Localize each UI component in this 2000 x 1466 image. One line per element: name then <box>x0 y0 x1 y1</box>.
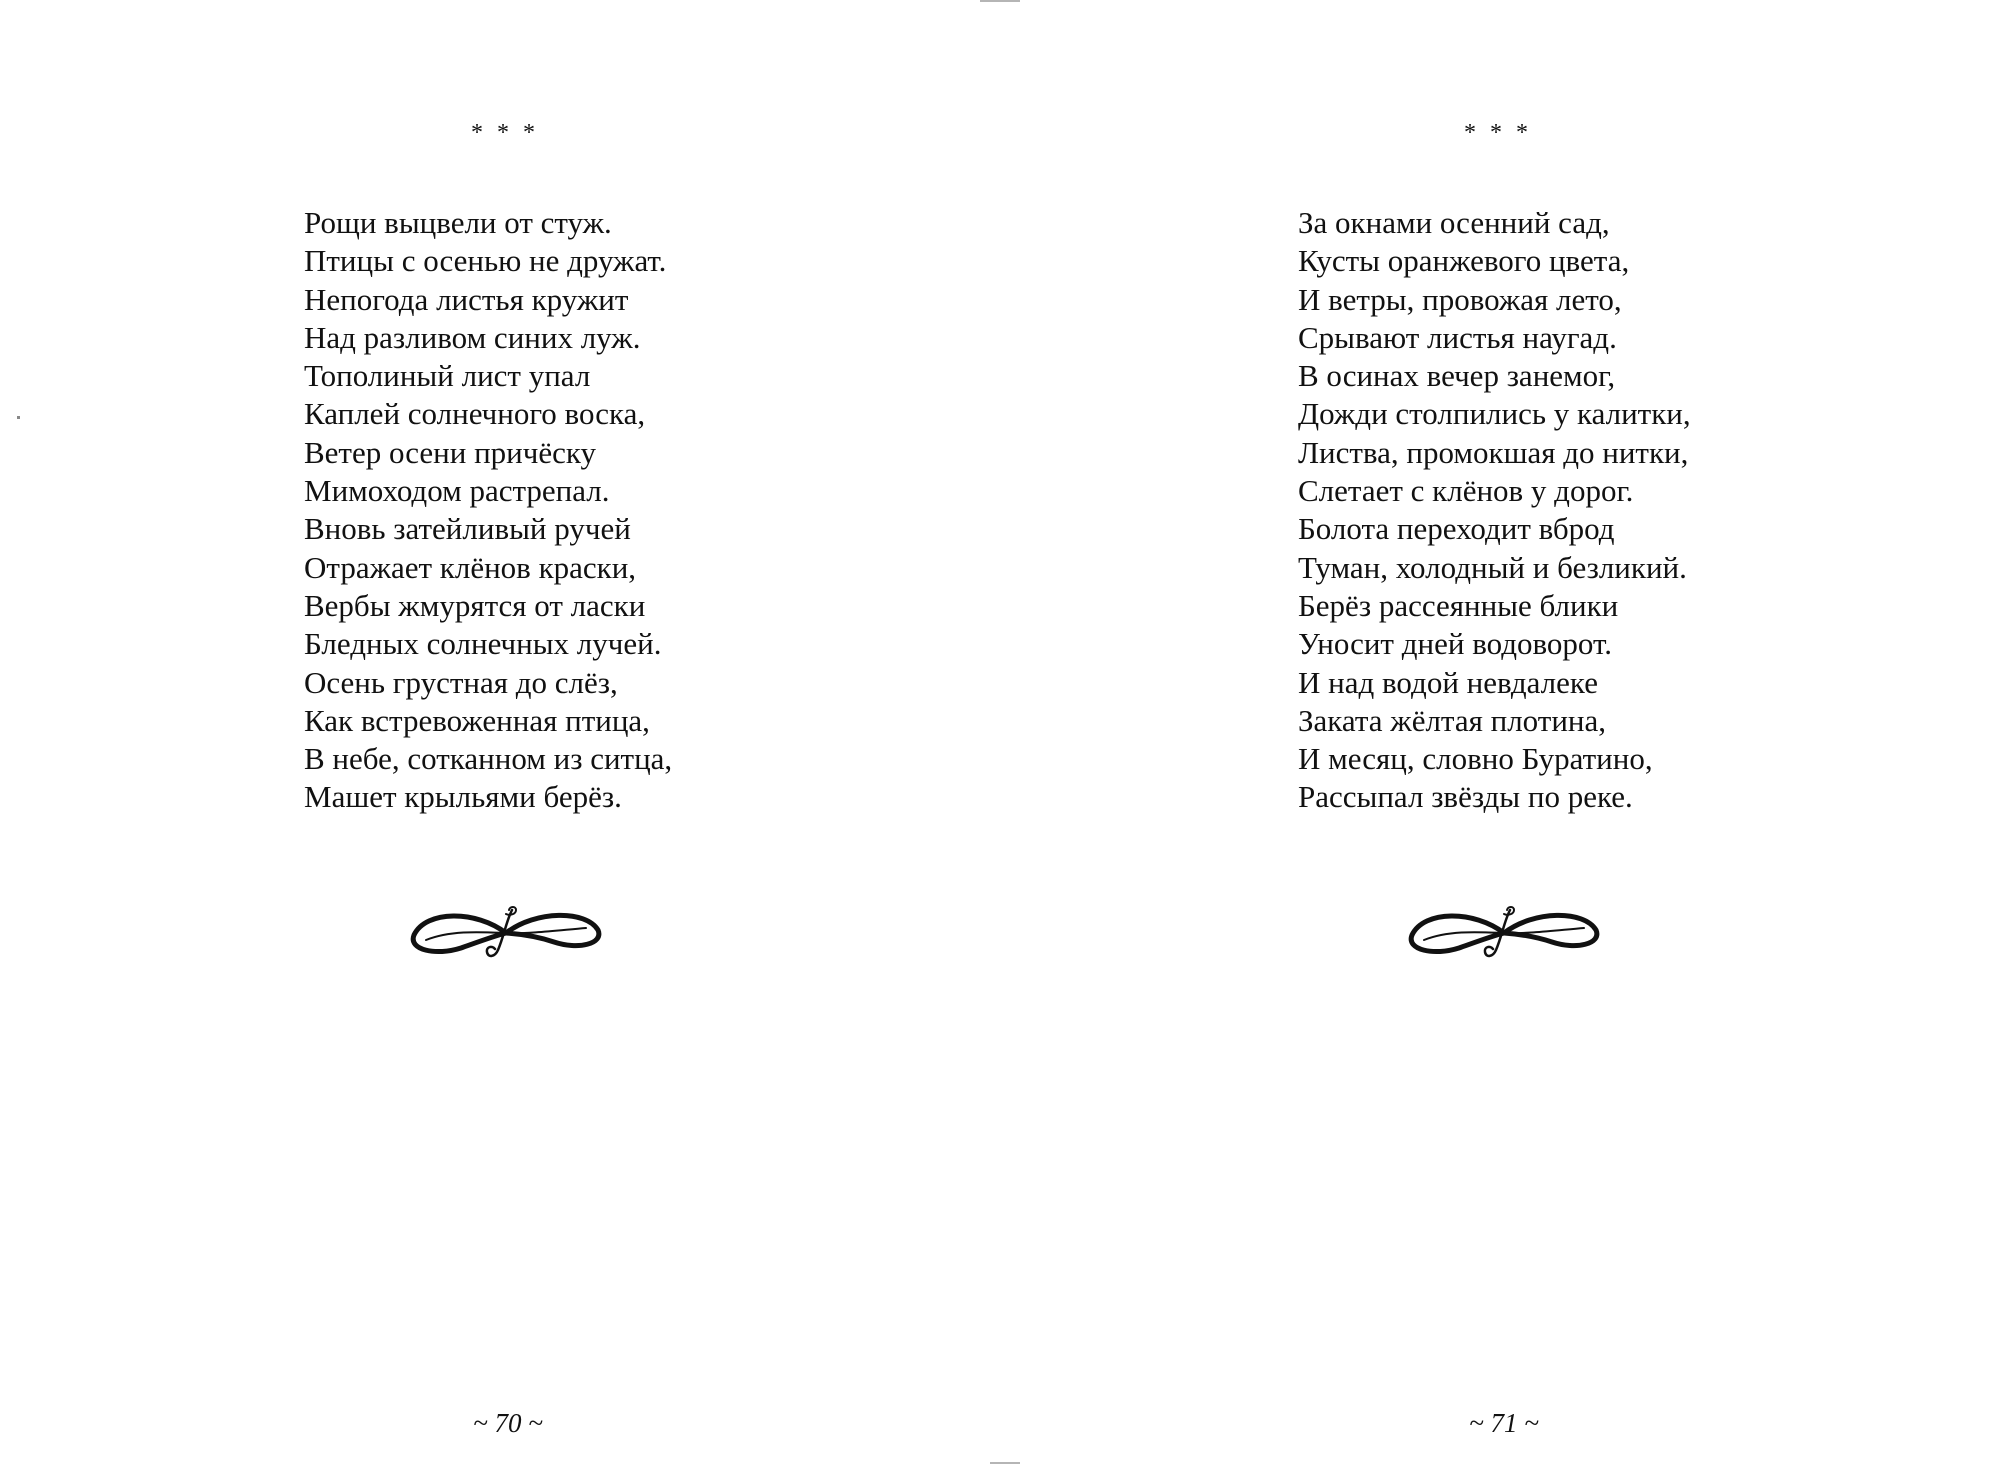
poem-line: И ветры, провожая лето, <box>1298 281 1622 317</box>
poem-separator: * * * <box>471 120 539 146</box>
poem-line: За окнами осенний сад, <box>1298 205 1610 240</box>
poem-line: Как встревоженная птица, <box>304 702 650 738</box>
page-number: ~ 71 ~ <box>1469 1408 1539 1438</box>
poem-line: В небе, сотканном из ситца, <box>304 741 673 777</box>
poem-line: Над разливом синих луж. <box>304 319 641 355</box>
poem-line: И над водой невдалеке <box>1298 664 1598 700</box>
poem-line: Вербы жмурятся от ласки <box>304 587 646 623</box>
poem-line: Тополиный лист упал <box>304 358 591 394</box>
poem-line: Бледных солнечных лучей. <box>304 626 662 662</box>
poem-text <box>304 204 672 817</box>
poem-text <box>1298 204 1691 817</box>
poem-line: Заката жёлтая плотина, <box>1298 702 1607 738</box>
flourish-ornament-icon <box>406 900 606 970</box>
poem-line: Рассыпал звёзды по реке. <box>1298 779 1633 815</box>
flourish-ornament-icon <box>1404 900 1604 970</box>
poem-line: Слетает с клёнов у дорог. <box>1298 473 1634 509</box>
poem-line: Ветер осени причёску <box>304 434 597 470</box>
poem-line: И месяц, словно Буратино, <box>1298 741 1653 777</box>
poem-line: Берёз рассеянные блики <box>1298 587 1619 623</box>
poem-line: В осинах вечер занемог, <box>1298 358 1616 394</box>
poem-separator: * * * <box>1464 120 1532 146</box>
poem-line: Срывают листья наугад. <box>1298 319 1617 355</box>
poem-line: Осень грустная до слёз, <box>304 664 618 700</box>
poem-line: Птицы с осенью не дружат. <box>304 243 667 279</box>
poem-line: Рощи выцвели от стуж. <box>304 205 612 240</box>
poem-line: Машет крыльями берёз. <box>304 779 622 815</box>
poem-line: Каплей солнечного воска, <box>304 396 646 432</box>
poem-line: Мимоходом растрепал. <box>304 473 610 509</box>
poem-line: Непогода листья кружит <box>304 281 629 317</box>
page-number: ~ 70 ~ <box>473 1408 543 1438</box>
poem-line: Туман, холодный и безликий. <box>1298 549 1687 585</box>
poem-line: Болота переходит вброд <box>1298 511 1615 547</box>
poem-line: Уносит дней водоворот. <box>1298 626 1612 662</box>
poem-line: Дожди столпились у калитки, <box>1298 396 1691 432</box>
poem-line: Листва, промокшая до нитки, <box>1298 434 1689 470</box>
poem-line: Отражает клёнов краски, <box>304 549 637 585</box>
poem-line: Вновь затейливый ручей <box>304 511 631 547</box>
right-page <box>1000 0 2000 1466</box>
poem-line: Кусты оранжевого цвета, <box>1298 243 1630 279</box>
